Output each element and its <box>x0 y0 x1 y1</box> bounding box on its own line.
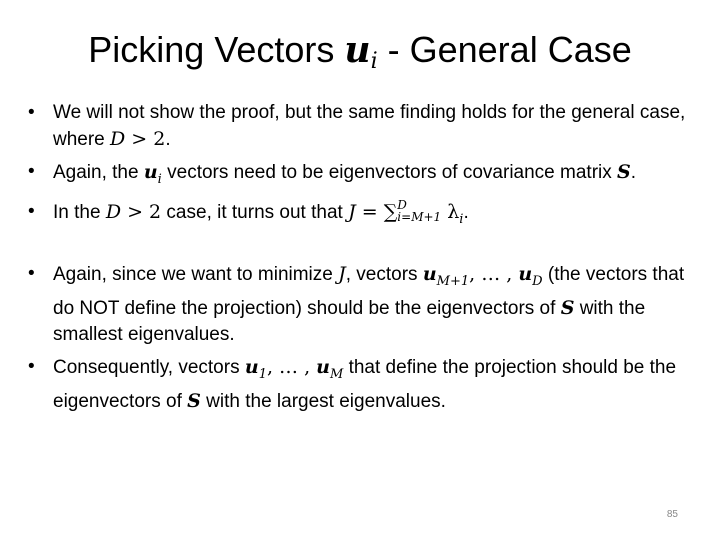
math-subscript: 1 <box>258 367 267 382</box>
title-vector: u <box>344 29 371 71</box>
math-subscript: M <box>330 367 344 382</box>
title-rest: - General Case <box>377 29 632 70</box>
math-expr: > 2 <box>121 201 162 223</box>
math-vector: u <box>244 356 259 378</box>
bullet-text: Again, since we want to minimize <box>53 264 339 285</box>
math-subscript: D <box>532 274 543 289</box>
math-matrix: S <box>187 390 201 412</box>
bullet-text: . <box>165 129 171 150</box>
title-subscript: i <box>370 49 378 74</box>
bullet-text: case, it turns out that <box>161 202 349 223</box>
bullet-item <box>28 100 700 153</box>
math-subscript: i <box>459 212 464 227</box>
bullet-item <box>28 159 700 193</box>
bullet-text: In the <box>53 202 106 223</box>
bullet-text: with the largest eigenvalues. <box>200 391 446 412</box>
math-var: D <box>110 128 126 150</box>
math-vector: u <box>518 263 533 285</box>
math-lambda: λ <box>441 201 460 223</box>
bullet-item <box>28 354 700 415</box>
bullet-text: that define the projection should be the eigenvectors of <box>53 357 677 412</box>
bullet-item <box>28 199 700 233</box>
bullet-dot-icon: • <box>28 263 35 284</box>
bullet-text: with the smallest eigenvalues. <box>53 298 646 345</box>
math-vector: u <box>143 161 158 183</box>
bullet-list <box>28 100 700 415</box>
math-expr: = <box>355 201 384 223</box>
math-var: J <box>348 201 356 223</box>
math-subscript: M+1 <box>436 274 470 289</box>
bullet-text: . <box>463 202 469 223</box>
sum-limits <box>397 199 441 223</box>
slide-title <box>0 28 720 84</box>
sum-symbol: ∑ <box>383 201 398 223</box>
title-text: Picking Vectors <box>88 29 345 70</box>
bullet-dot-icon: • <box>28 102 35 123</box>
bullet-text: Consequently, vectors <box>53 357 245 378</box>
math-var: J <box>338 263 346 285</box>
math-matrix: S <box>560 297 575 319</box>
bullet-text: , vectors <box>345 264 423 285</box>
page-number: 85 <box>666 509 678 520</box>
bullet-text: We will not show the proof, but the same finding holds for the general case, where <box>53 102 686 150</box>
bullet-text: . <box>630 162 637 183</box>
math-subscript: i <box>157 172 162 187</box>
math-expr: , … , <box>266 356 317 378</box>
bullet-text: Again, the <box>53 162 144 183</box>
bullet-dot-icon: • <box>28 161 35 182</box>
bullet-text: vectors need to be eigenvectors of covariance matrix <box>161 162 618 183</box>
math-vector: u <box>422 263 437 285</box>
math-expr: > 2 <box>125 128 166 150</box>
sum-upper: D <box>397 197 407 212</box>
math-expr: , … , <box>469 263 519 285</box>
bullet-dot-icon: • <box>28 201 35 222</box>
bullet-text: (the vectors that do NOT define the projection) should be the eigenvectors of <box>53 264 685 319</box>
math-var: D <box>105 201 122 223</box>
math-matrix: S <box>617 161 631 183</box>
bullet-item <box>28 261 700 348</box>
sum-lower: i=M+1 <box>397 209 442 224</box>
bullet-dot-icon: • <box>28 356 35 377</box>
math-vector: u <box>316 356 330 378</box>
